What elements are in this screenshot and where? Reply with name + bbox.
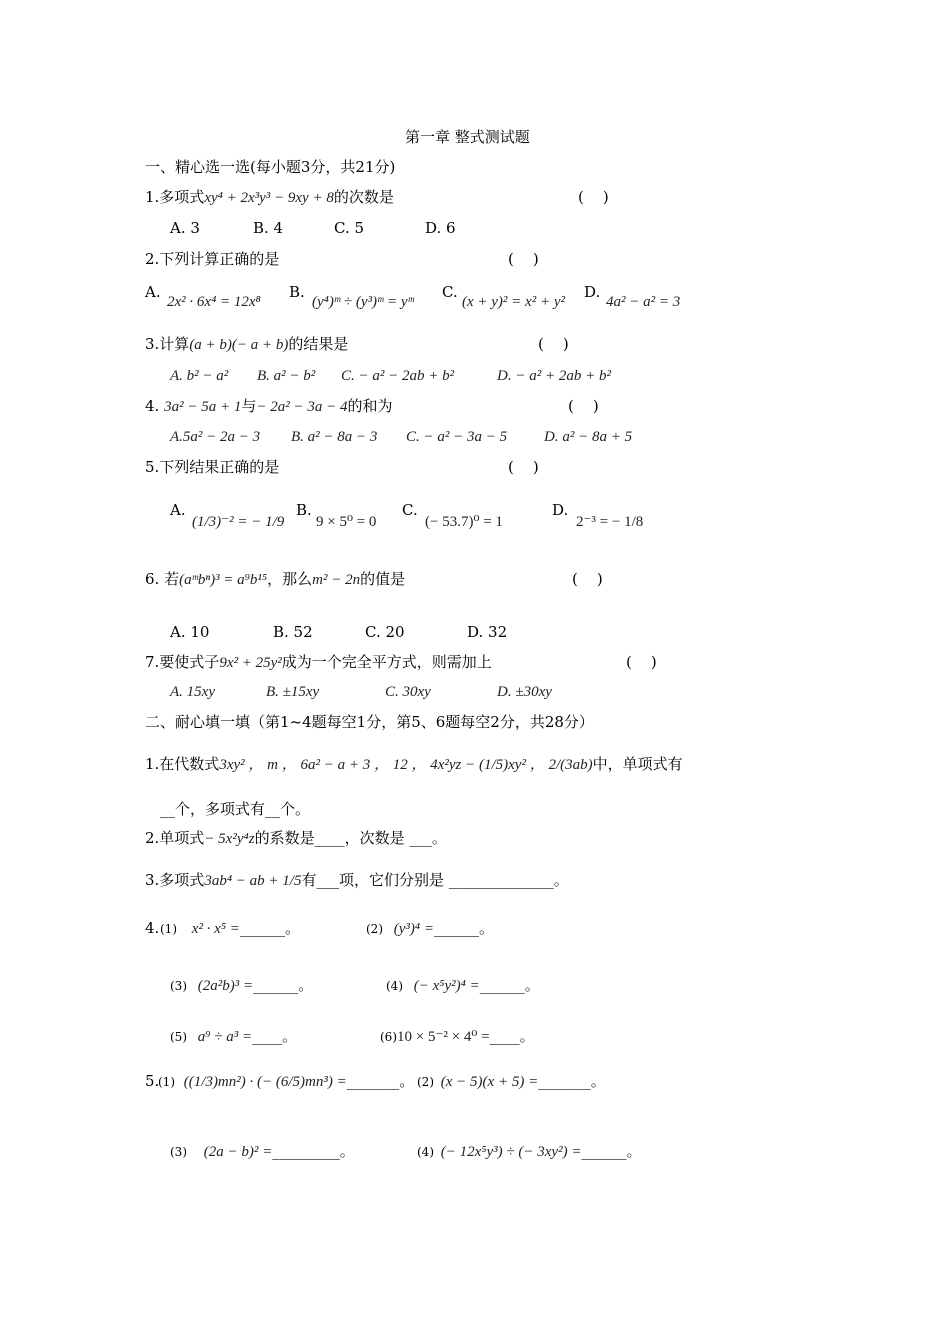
q4p3-expr: (2a²b)³ = [197, 978, 254, 994]
q5p2-blank[interactable]: _______ [538, 1072, 591, 1090]
q4-part-3 [170, 976, 313, 995]
q1-expr: xy⁴ + 2x³y³ − 9xy + 8 [204, 190, 334, 206]
q5p3-end: 。 [339, 1142, 355, 1160]
q3-option-b: B. a² − b² [257, 368, 316, 384]
q5-option-a-label: A. [170, 501, 186, 519]
q5p2-num: (2) [417, 1075, 434, 1089]
q4p5-expr: a⁹ ÷ a³ = [197, 1029, 253, 1045]
q7-answer-paren[interactable]: ( ) [626, 653, 657, 671]
q6-mid: ，那么 [267, 570, 313, 588]
q6-option-c: C. 20 [365, 623, 405, 641]
q1-stem: 1.多项式 [145, 188, 205, 206]
q5-part-1 [158, 1072, 414, 1091]
s2q2-expr: − 5x²y⁴z [204, 831, 255, 847]
fill-question-2 [145, 829, 447, 848]
q1-tail: 的次数是 [333, 188, 394, 206]
q1-option-c: C. 5 [334, 219, 365, 237]
q5p1-blank[interactable]: _______ [346, 1072, 400, 1090]
s2q2-text2[interactable]: 的系数是____，次数是 ___。 [254, 829, 447, 847]
section1-heading: 一、精心选一选(每小题3分，共21分) [145, 158, 396, 176]
q5-option-c-label: C. [402, 501, 418, 519]
q5-option-c-expr: (− 53.7)⁰ = 1 [425, 514, 503, 530]
q3-option-a: A. b² − a² [170, 368, 229, 384]
s2q1-terms: 3xy² ， m ， 6a² − a + 3 ， 12 ， 4x²yz − (1/5)xy² ， 2/(3ab) [219, 757, 593, 773]
q1-option-d: D. 6 [425, 219, 456, 237]
q7-option-c: C. 30xy [385, 684, 431, 700]
q5p2-end: 。 [590, 1072, 606, 1090]
question-4 [145, 397, 393, 416]
q5-option-a-expr: (1/3)⁻² = − 1/9 [192, 514, 285, 530]
fill-question-1 [145, 755, 683, 774]
question-1 [145, 188, 394, 207]
q5p3-num: (3) [170, 1145, 187, 1159]
q5p4-num: (4) [417, 1145, 434, 1159]
question-3 [145, 335, 348, 354]
q6-expr: (aᵐbⁿ)³ = a⁹b¹⁵ [179, 572, 268, 588]
fill-question-5-label: 5. [145, 1072, 160, 1090]
s2q1-blanks-line[interactable]: __个，多项式有__个。 [160, 800, 311, 818]
q2-answer-paren[interactable]: ( ) [508, 250, 539, 268]
q3-stem: 3.计算 [145, 335, 190, 353]
q4p4-end: 。 [524, 976, 540, 994]
q4p1-expr: x² · x⁵ = [191, 921, 240, 937]
q2-option-d-expr: 4a² − a² = 3 [606, 294, 681, 310]
q5-option-b-label: B. [296, 501, 312, 519]
q4p5-end: 。 [282, 1027, 298, 1045]
q4p2-blank[interactable]: ______ [434, 919, 480, 937]
q5p4-expr: (− 12x⁵y³) ÷ (− 3xy²) = [440, 1144, 582, 1160]
q7-expr: 9x² + 25y² [219, 655, 282, 671]
q2-option-a-label: A. [145, 283, 161, 301]
s2q1-tail: 中，单项式有 [592, 755, 683, 773]
s2q3-text2[interactable]: 有___项，它们分别是 ______________。 [301, 871, 569, 889]
q2-option-b-label: B. [289, 283, 305, 301]
q4-option-c: C. − a² − 3a − 5 [406, 429, 508, 445]
q5p4-blank[interactable]: ______ [581, 1142, 627, 1160]
q4p1-num: (1) [160, 922, 177, 936]
q4p3-end: 。 [298, 976, 314, 994]
question-5: 5.下列结果正确的是 [145, 458, 280, 476]
q2-option-c-label: C. [442, 283, 458, 301]
s2q2-text1: 2.单项式 [145, 829, 205, 847]
q3-option-c: C. − a² − 2ab + b² [341, 368, 455, 384]
q5p3-expr: (2a − b)² = [203, 1144, 273, 1160]
q4-option-a: A.5a² − 2a − 3 [170, 429, 261, 445]
q5-option-b-expr: 9 × 5⁰ = 0 [316, 514, 377, 530]
q4p6-end: 。 [519, 1027, 535, 1045]
q2-option-b-expr: (y⁴)ᵐ ÷ (y³)ᵐ = yᵐ [312, 294, 414, 310]
q7-option-d: D. ±30xy [497, 684, 552, 700]
question-6 [145, 570, 405, 589]
s2q3-text1: 3.多项式 [145, 871, 205, 889]
q4p6-blank[interactable]: ____ [489, 1027, 520, 1045]
q4-part-4 [386, 976, 540, 995]
q4-tail: 的和为 [347, 397, 393, 415]
q5-part-4 [417, 1142, 641, 1161]
fill-question-4-label: 4. [145, 919, 160, 937]
q4p5-num: (5) [170, 1030, 187, 1044]
q5-option-d-expr: 2⁻³ = − 1/8 [576, 514, 644, 530]
q4p3-num: (3) [170, 979, 187, 993]
q6-answer-paren[interactable]: ( ) [572, 570, 603, 588]
s2q3-expr: 3ab⁴ − ab + 1/5 [204, 873, 302, 889]
q4p6-expr: 10 × 5⁻² × 4⁰ = [397, 1029, 490, 1045]
q2-option-d-label: D. [584, 283, 601, 301]
q4-part-2 [366, 919, 494, 938]
q4-answer-paren[interactable]: ( ) [568, 397, 599, 415]
q4-part-5 [170, 1027, 297, 1046]
q5-answer-paren[interactable]: ( ) [508, 458, 539, 476]
section2-heading: 二、耐心填一填（第1~4题每空1分，第5、6题每空2分，共28分） [145, 713, 594, 731]
q4-part-6 [380, 1027, 535, 1046]
q6-option-b: B. 52 [273, 623, 313, 641]
q4p6-num: (6) [380, 1030, 397, 1044]
q6-stem: 6. 若 [145, 570, 180, 588]
q7-stem: 7.要使式子 [145, 653, 220, 671]
q5p1-end: 。 [399, 1072, 415, 1090]
q5p1-num: (1) [158, 1075, 175, 1089]
question-7 [145, 653, 492, 672]
q1-option-b: B. 4 [253, 219, 284, 237]
q5p4-end: 。 [626, 1142, 642, 1160]
q5p2-expr: (x − 5)(x + 5) = [440, 1074, 539, 1090]
q3-answer-paren[interactable]: ( ) [538, 335, 569, 353]
q6-expr2: m² − 2n [312, 572, 361, 588]
q4p2-end: 。 [479, 919, 495, 937]
q3-option-d: D. − a² + 2ab + b² [497, 368, 611, 384]
q5-option-d-label: D. [552, 501, 569, 519]
q4p2-expr: (y³)⁴ = [393, 921, 435, 937]
q6-option-a: A. 10 [170, 623, 210, 641]
q4p3-blank[interactable]: ______ [253, 976, 299, 994]
q4p1-end: 。 [284, 919, 300, 937]
q6-tail: 的值是 [360, 570, 406, 588]
q5-part-2 [417, 1072, 606, 1091]
q4p4-expr: (− x⁵y²)⁴ = [413, 978, 480, 994]
page-title: 第一章 整式测试题 [405, 128, 530, 146]
q7-option-b: B. ±15xy [266, 684, 320, 700]
q5p1-expr: ((1/3)mn²) · (− (6/5)mn³) = [183, 1074, 347, 1090]
q4-expr1: 3a² − 5a + 1 [164, 399, 242, 415]
q4p4-blank[interactable]: ______ [479, 976, 525, 994]
q4-stem: 4. [145, 397, 165, 415]
s2q1-stem: 1.在代数式 [145, 755, 220, 773]
q4p4-num: (4) [386, 979, 403, 993]
q3-expr: (a + b)(− a + b) [189, 337, 289, 353]
q5-part-3 [170, 1142, 355, 1161]
q4p2-num: (2) [366, 922, 383, 936]
q3-tail: 的结果是 [288, 335, 349, 353]
q4p1-blank[interactable]: ______ [239, 919, 285, 937]
q4-expr2: − 2a² − 3a − 4 [256, 399, 348, 415]
q4p5-blank[interactable]: ____ [252, 1027, 283, 1045]
q4-mid: 与 [241, 397, 257, 415]
q1-option-a: A. 3 [170, 219, 200, 237]
question-2: 2.下列计算正确的是 [145, 250, 280, 268]
q2-option-a-expr: 2x² · 6x⁴ = 12x⁸ [167, 294, 261, 310]
fill-question-3 [145, 871, 569, 890]
q1-answer-paren[interactable]: ( ) [578, 188, 609, 206]
q7-tail: 成为一个完全平方式，则需加上 [281, 653, 492, 671]
q5p3-blank[interactable]: _________ [272, 1142, 340, 1160]
q4-option-b: B. a² − 8a − 3 [291, 429, 378, 445]
q2-option-c-expr: (x + y)² = x² + y² [462, 294, 565, 310]
q7-option-a: A. 15xy [170, 684, 215, 700]
q4-part-1 [160, 919, 300, 938]
q4-option-d: D. a² − 8a + 5 [544, 429, 633, 445]
q6-option-d: D. 32 [467, 623, 508, 641]
